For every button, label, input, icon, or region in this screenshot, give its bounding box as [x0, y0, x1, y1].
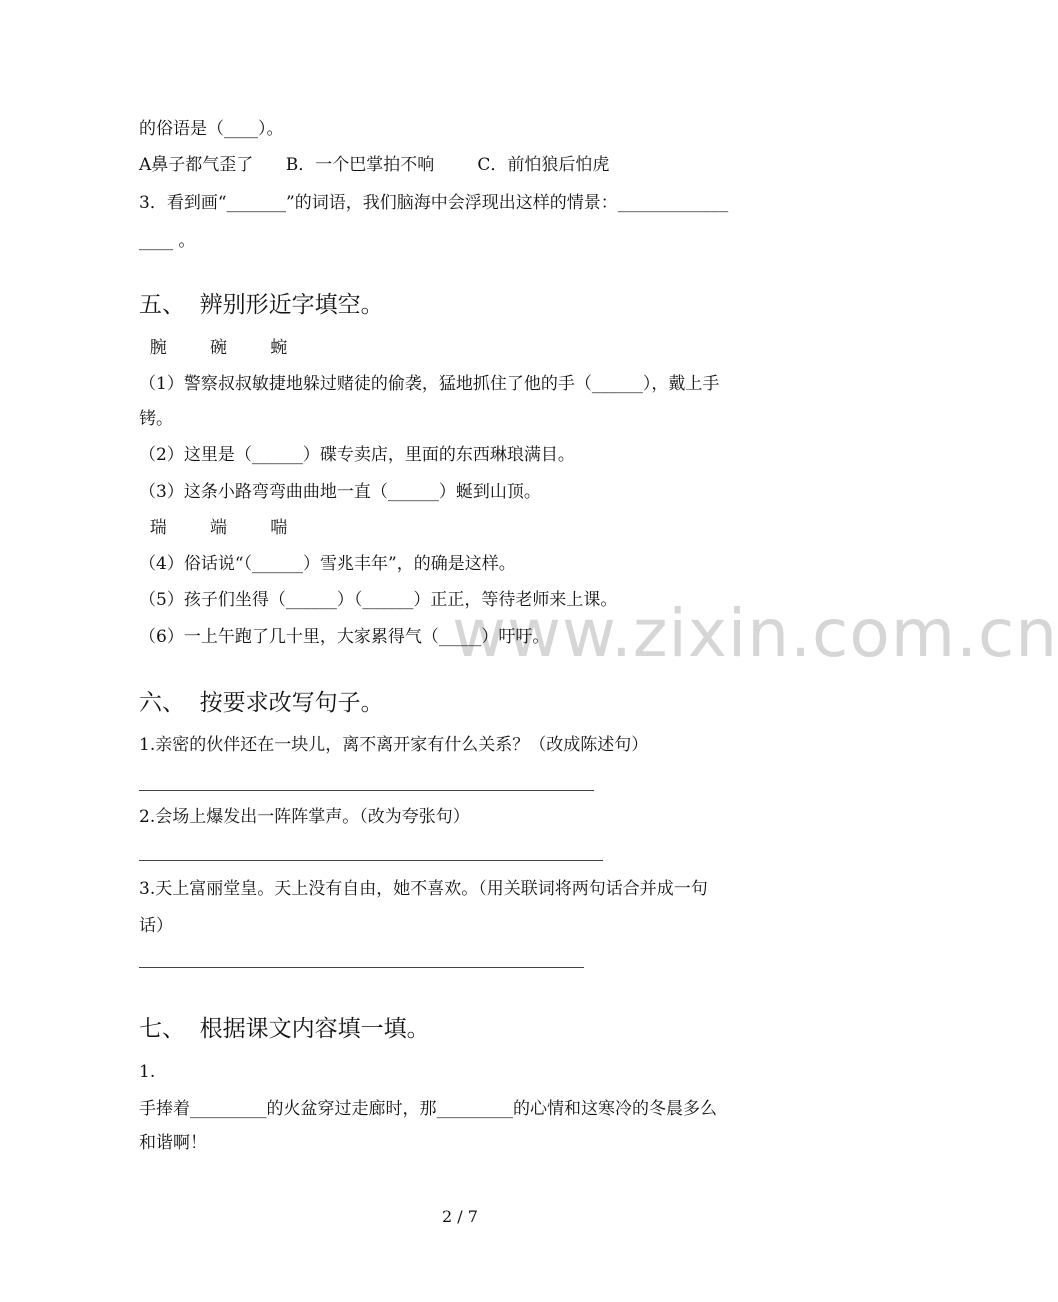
answer-line — [139, 790, 594, 791]
answer-line — [139, 967, 584, 968]
question-line: （2）这里是（______）碟专卖店，里面的东西琳琅满目。 — [139, 445, 575, 465]
options-line: A鼻子都气歪了 B．一个巴掌拍不响 C．前怕狼后怕虎 — [139, 155, 610, 175]
section-heading: 五、 辨别形近字填空。 — [139, 292, 384, 318]
section-heading: 六、 按要求改写句子。 — [139, 690, 384, 716]
character-group: 瑞 端 喘 — [139, 518, 288, 538]
question-line: （3）这条小路弯弯曲曲地一直（______）蜒到山顶。 — [139, 482, 541, 502]
question-line: （4）俗话说“（______）雪兆丰年”，的确是这样。 — [139, 554, 516, 574]
question-line: 手捧着_________的火盆穿过走廊时，那_________的心情和这寒冷的冬晨多么 — [139, 1099, 717, 1119]
question-line: 3．看到画“_______”的词语，我们脑海中会浮现出这样的情景：_____________ — [139, 193, 729, 213]
question-line: （5）孩子们坐得（______）（______）正正，等待老师来上课。 — [139, 590, 618, 610]
character-group: 腕 碗 蜿 — [139, 338, 288, 358]
text-line: ____ 。 — [139, 231, 196, 251]
question-number: 1. — [139, 1062, 156, 1082]
text-line: 铐。 — [139, 409, 173, 429]
page-number: 2 / 7 — [442, 1207, 478, 1226]
question-line: 2.会场上爆发出一阵阵掌声。（改为夸张句） — [139, 807, 470, 827]
question-line: （6）一上午跑了几十里，大家累得气（_____）吁吁。 — [139, 627, 550, 647]
text-line: 的俗语是（____）。 — [139, 119, 284, 139]
question-line: 3.天上富丽堂皇。天上没有自由，她不喜欢。（用关联词将两句话合并成一句 — [139, 879, 708, 899]
question-line: 1.亲密的伙伴还在一块儿，离不离开家有什么关系？（改成陈述句） — [139, 735, 649, 755]
text-line: 话） — [139, 916, 173, 936]
text-line: 和谐啊！ — [139, 1133, 207, 1153]
watermark: www.zixin.com.cn — [452, 595, 1058, 672]
answer-line — [139, 860, 603, 861]
section-heading: 七、 根据课文内容填一填。 — [139, 1016, 430, 1042]
question-line: （1）警察叔叔敏捷地躲过赌徒的偷袭，猛地抓住了他的手（______），戴上手 — [139, 374, 720, 394]
